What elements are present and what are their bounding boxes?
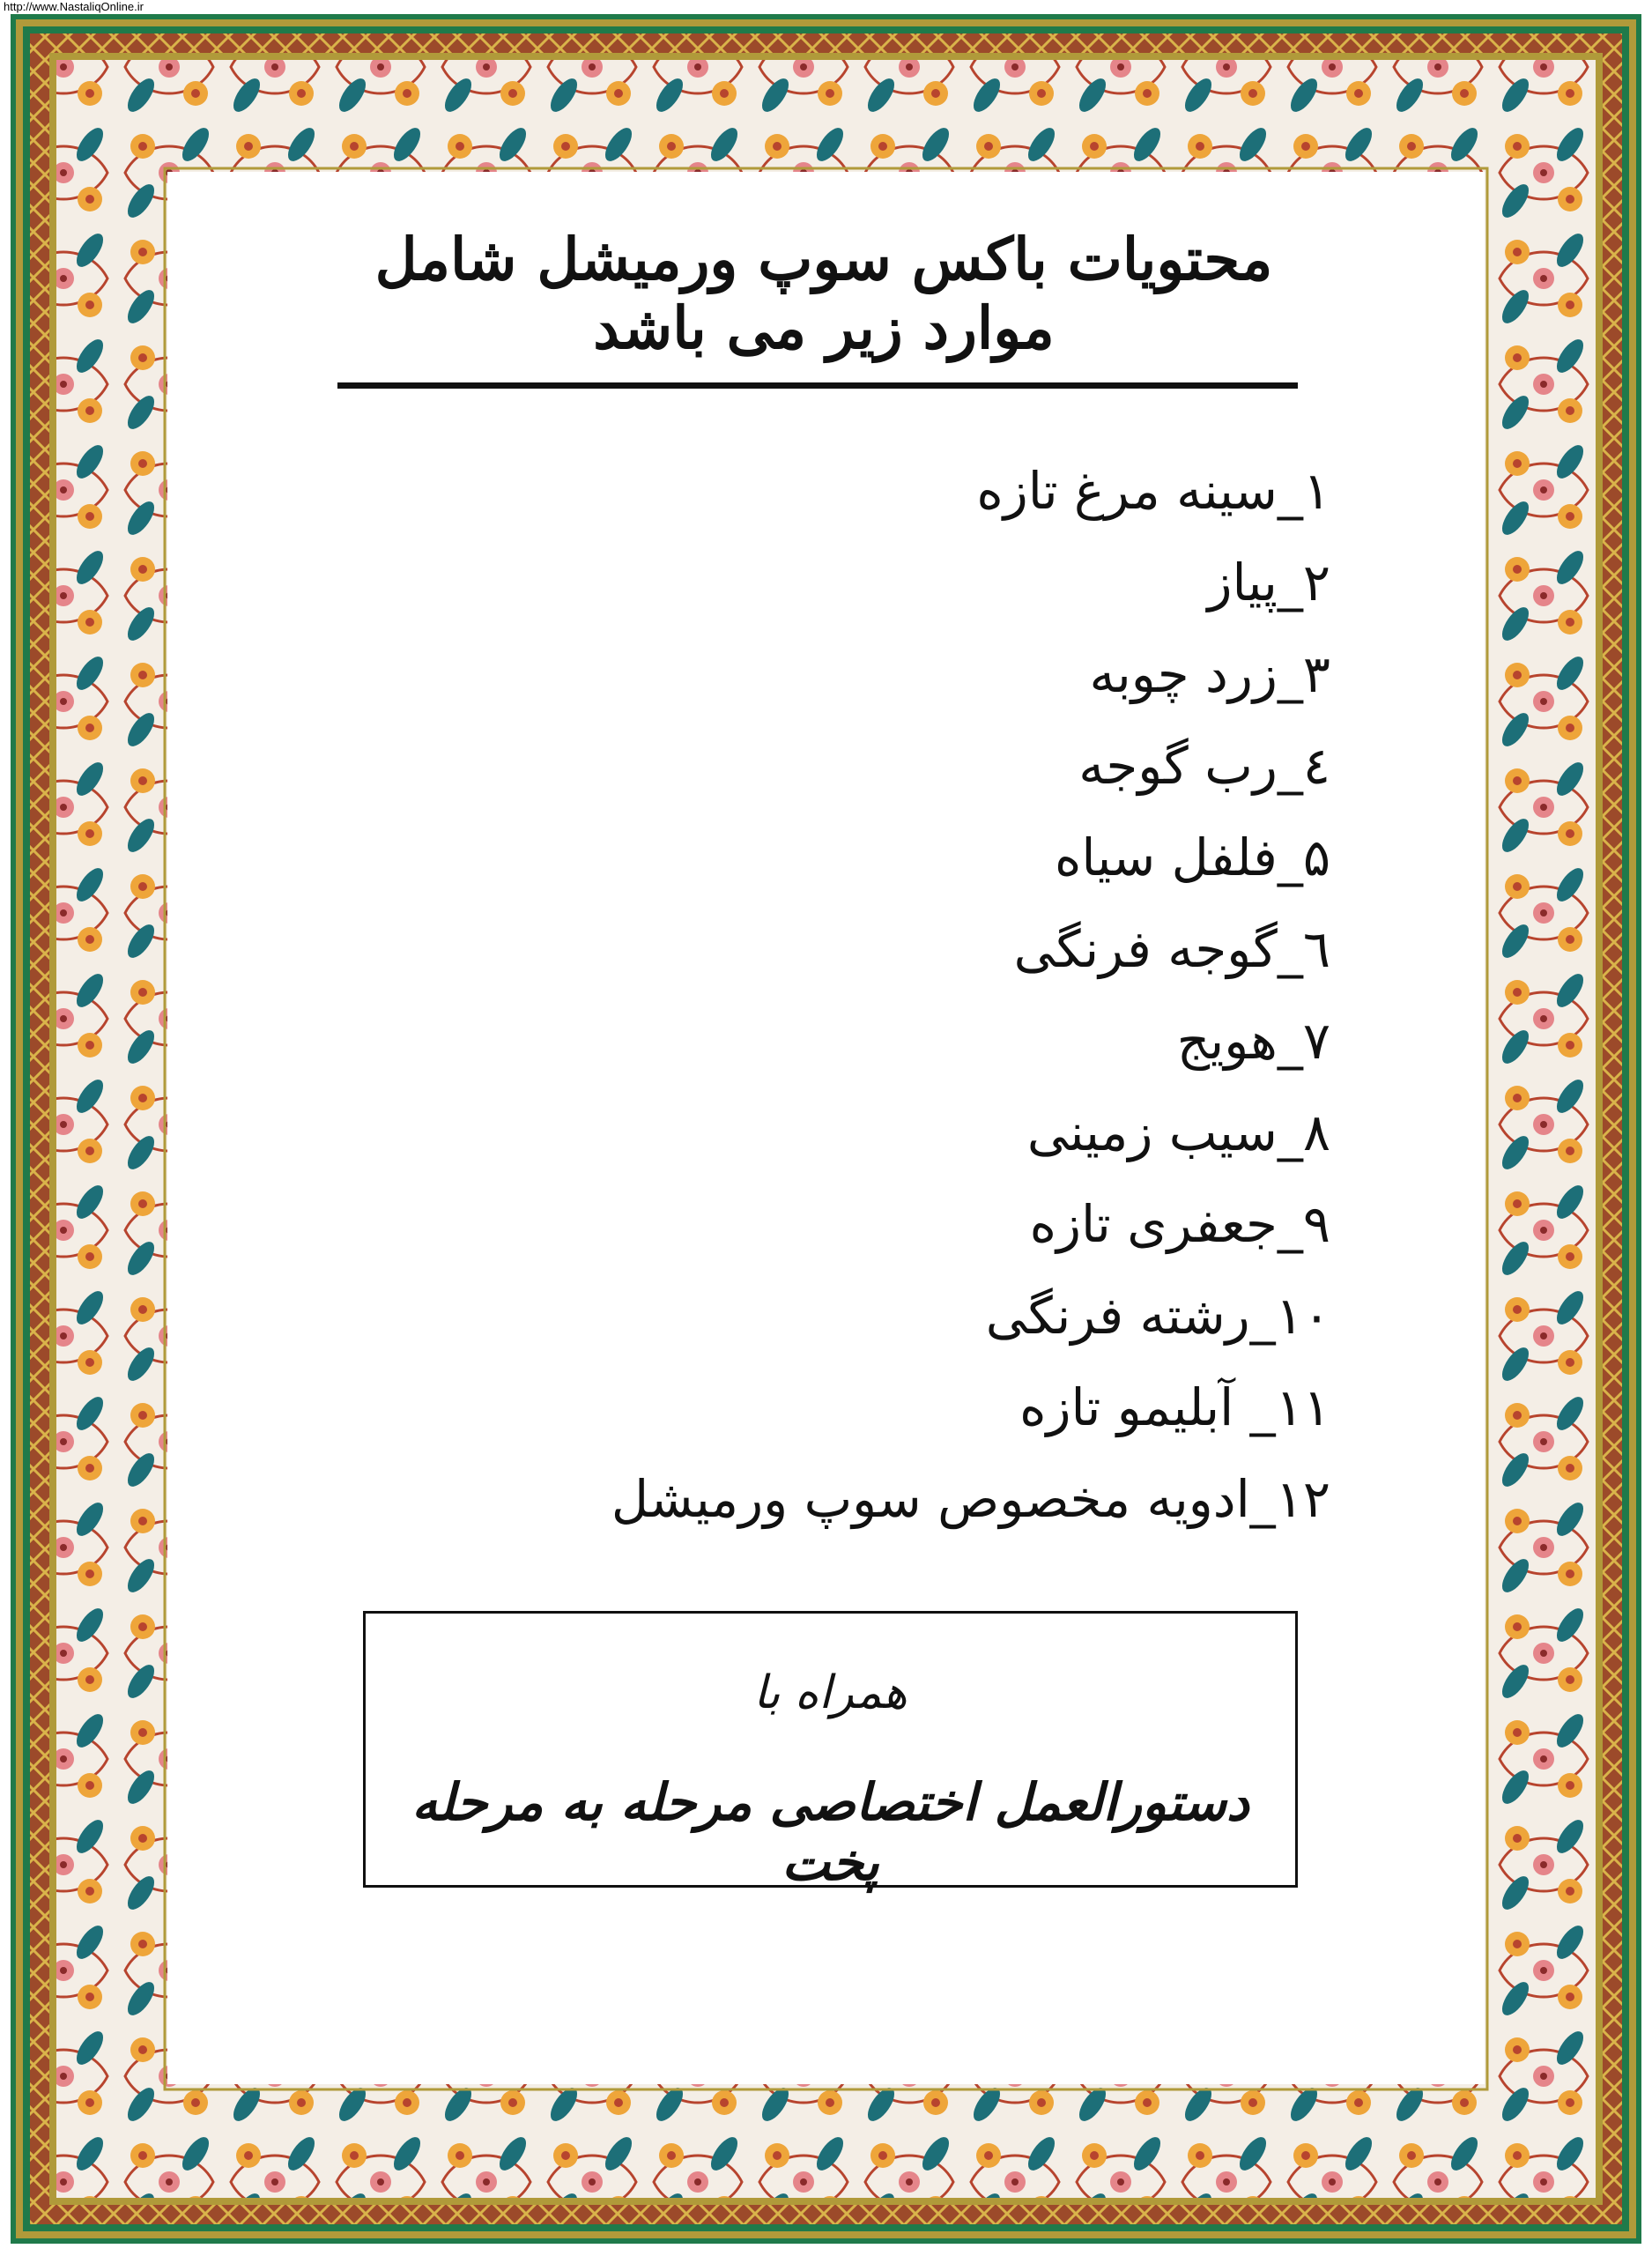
list-item: ۹_جعفری تازه — [1029, 1194, 1330, 1254]
box-subtext: دستورالعمل اختصاصی مرحله به مرحله پخت — [411, 1772, 1249, 1892]
ingredients-list — [273, 445, 1330, 1545]
list-item: ۱۲_ادویه مخصوص سوپ ورمیشل — [611, 1469, 1330, 1529]
list-item: ۱۱_ آبلیمو تازه — [1019, 1377, 1330, 1437]
list-item: ۵_فلفل سیاه — [1055, 827, 1330, 887]
box-heading: همراه با — [753, 1666, 907, 1719]
list-item: ۳_زرد چوبه — [1089, 644, 1330, 704]
list-item: ۱۰_رشته فرنگی — [985, 1286, 1330, 1346]
list-item: ٦_گوجه فرنگی — [1013, 919, 1330, 979]
title-underline — [337, 382, 1298, 389]
page-title: محتویات باکس سوپ ورمیشل شامل موارد زیر می باشد — [374, 225, 1273, 362]
list-item: ۷_هویج — [1176, 1011, 1330, 1071]
watermark-url: http://www.NastaliqOnline.ir — [4, 0, 144, 13]
list-item: ۲_پیاز — [1207, 553, 1330, 612]
list-item: ۸_سیب زمینی — [1026, 1102, 1330, 1162]
list-item: ۱_سینه مرغ تازه — [976, 461, 1330, 521]
list-item: ٤_رب گوجه — [1078, 736, 1330, 796]
instructions-box — [363, 1611, 1298, 1892]
